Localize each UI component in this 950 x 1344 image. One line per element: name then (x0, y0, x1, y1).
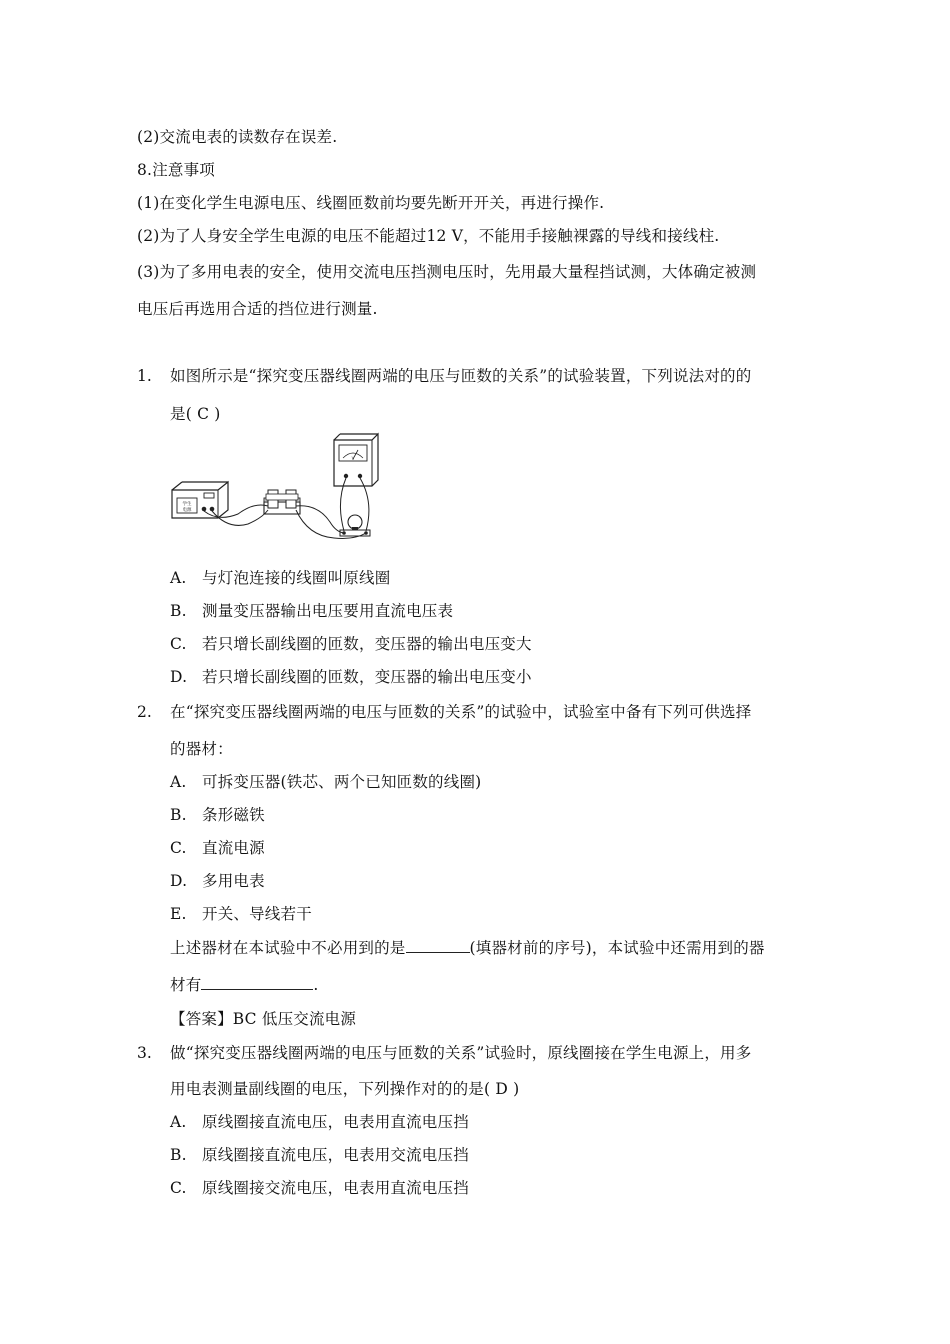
question-stem-line1: 如图所示是“探究变压器线圈两端的电压与匝数的关系”的试验装置，下列说法对的的 (170, 367, 752, 385)
note-item-2-2: (2)交流电表的读数存在误差. (137, 128, 338, 146)
note-item-8-1: (1)在变化学生电源电压、线圈匝数前均要先断开开关，再进行操作. (137, 194, 605, 212)
transformer-apparatus-figure (168, 432, 384, 544)
transformer-icon (264, 490, 300, 514)
question-stem-line2: 是( C ) (170, 405, 221, 423)
svg-text:V: V (351, 456, 355, 461)
question-number: 3. (137, 1044, 152, 1062)
answer-blank-1[interactable] (406, 938, 470, 953)
fill-in-line2: 材有 . (170, 976, 319, 994)
note-item-8-2: (2)为了人身安全学生电源的电压不能超过12 V，不能用手接触裸露的导线和接线柱. (137, 227, 720, 245)
question-number: 1. (137, 367, 152, 385)
option-2a: A. 可拆变压器(铁芯、两个已知匝数的线圈) (170, 773, 482, 791)
option-2d: D. 多用电表 (170, 872, 265, 890)
svg-text:学生: 学生 (182, 502, 192, 507)
option-1c: C. 若只增长副线圈的匝数，变压器的输出电压变大 (170, 635, 532, 653)
fill-in-line1: 上述器材在本试验中不必用到的是 (填器材前的序号)，本试验中还需用到的器 (170, 939, 765, 957)
option-1b: B. 测量变压器输出电压要用直流电压表 (170, 602, 454, 620)
note-item-8-3-line2: 电压后再选用合适的挡位进行测量. (137, 300, 378, 318)
voltmeter-icon (334, 434, 378, 486)
option-3a: A. 原线圈接直流电压，电表用直流电压挡 (170, 1113, 469, 1131)
question-stem-line1: 在“探究变压器线圈两端的电压与匝数的关系”的试验中，试验室中备有下列可供选择 (170, 703, 752, 721)
question-stem-line1: 做“探究变压器线圈两端的电压与匝数的关系”试验时，原线圈接在学生电源上，用多 (170, 1044, 752, 1062)
option-2e: E. 开关、导线若干 (170, 905, 312, 923)
note-item-8-3-line1: (3)为了多用电表的安全，使用交流电压挡测电压时，先用最大量程挡试测，大体确定被测 (137, 263, 757, 281)
option-1a: A. 与灯泡连接的线圈叫原线圈 (170, 569, 391, 587)
option-2b: B. 条形磁铁 (170, 806, 265, 824)
question-stem-line2: 的器材： (170, 740, 233, 758)
question-stem-line2: 用电表测量副线圈的电压，下列操作对的的是( D ) (170, 1080, 520, 1098)
answer-blank-2[interactable] (201, 975, 313, 990)
svg-text:电源: 电源 (182, 508, 192, 513)
option-3c: C. 原线圈接交流电压，电表用直流电压挡 (170, 1179, 469, 1197)
option-2c: C. 直流电源 (170, 839, 265, 857)
option-3b: B. 原线圈接直流电压，电表用交流电压挡 (170, 1146, 469, 1164)
section-heading-8: 8.注意事项 (137, 161, 215, 179)
question-number: 2. (137, 703, 152, 721)
option-1d: D. 若只增长副线圈的匝数，变压器的输出电压变小 (170, 668, 532, 686)
answer-text: 【答案】BC 低压交流电源 (170, 1010, 357, 1028)
power-supply-icon (172, 482, 228, 518)
